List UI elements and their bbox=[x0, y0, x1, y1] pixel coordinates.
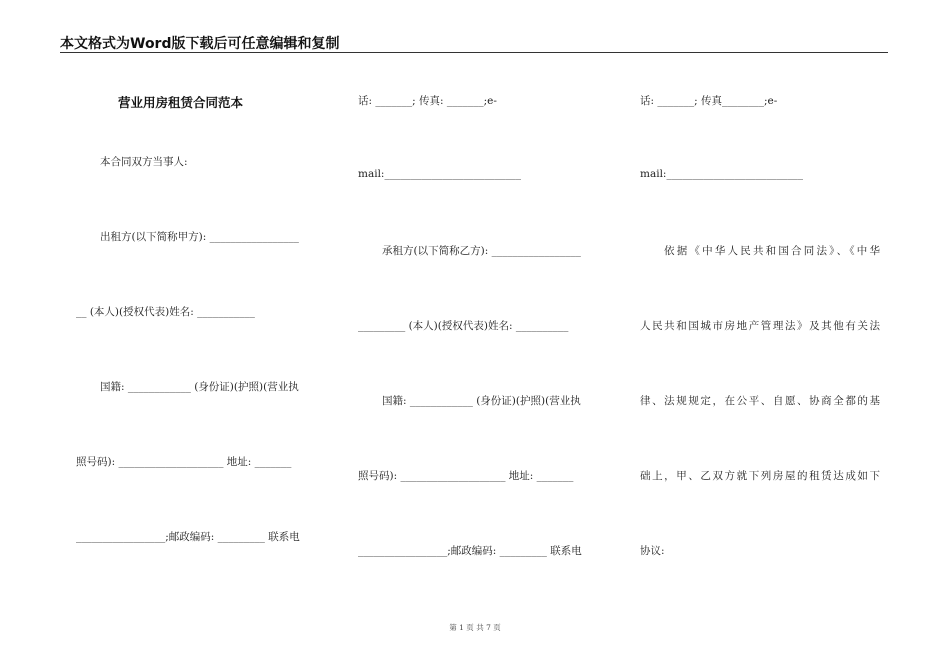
col1-line-3: __ (本人)(授权代表)姓名: ___________ bbox=[76, 306, 255, 318]
col3-line-5: 律、法规规定，在公平、自愿、协商全都的基 bbox=[640, 395, 880, 407]
col2-line-3: 承租方(以下简称乙方): _________________ bbox=[382, 245, 581, 257]
page-header: 本文格式为Word版下载后可任意编辑和复制 bbox=[60, 36, 340, 52]
col2-line-6: 照号码): ____________________ 地址: _______ bbox=[358, 470, 574, 482]
col1-line-5: 照号码): ____________________ 地址: _______ bbox=[76, 456, 292, 468]
col3-line-1: 话: _______; 传真________;e- bbox=[640, 95, 778, 107]
document-title: 营业用房租赁合同范本 bbox=[118, 95, 244, 110]
col1-line-1: 本合同双方当事人: bbox=[100, 156, 188, 168]
col2-line-2: mail:__________________________ bbox=[358, 168, 521, 180]
col3-line-2: mail:__________________________ bbox=[640, 168, 803, 180]
col1-line-4: 国籍: ____________ (身份证)(护照)(营业执 bbox=[100, 381, 299, 393]
col2-line-4: _________ (本人)(授权代表)姓名: __________ bbox=[358, 320, 569, 332]
col3-line-4: 人民共和国城市房地产管理法》及其他有关法 bbox=[640, 320, 880, 332]
page-footer: 第 1 页 共 7 页 bbox=[449, 623, 501, 632]
col3-line-6: 础上，甲、乙双方就下列房屋的租赁达成如下 bbox=[640, 470, 880, 482]
col3-line-7: 协议: bbox=[640, 545, 665, 557]
header-rule bbox=[60, 52, 888, 53]
col2-line-7: _________________;邮政编码: _________ 联系电 bbox=[358, 545, 582, 557]
col1-line-2: 出租方(以下简称甲方): _________________ bbox=[100, 231, 299, 243]
col2-line-5: 国籍: ____________ (身份证)(护照)(营业执 bbox=[382, 395, 581, 407]
col3-line-3: 依据《中华人民共和国合同法》、《中华 bbox=[664, 245, 880, 257]
col1-line-6: _________________;邮政编码: _________ 联系电 bbox=[76, 531, 300, 543]
col2-line-1: 话: _______; 传真: _______;e- bbox=[358, 95, 497, 107]
